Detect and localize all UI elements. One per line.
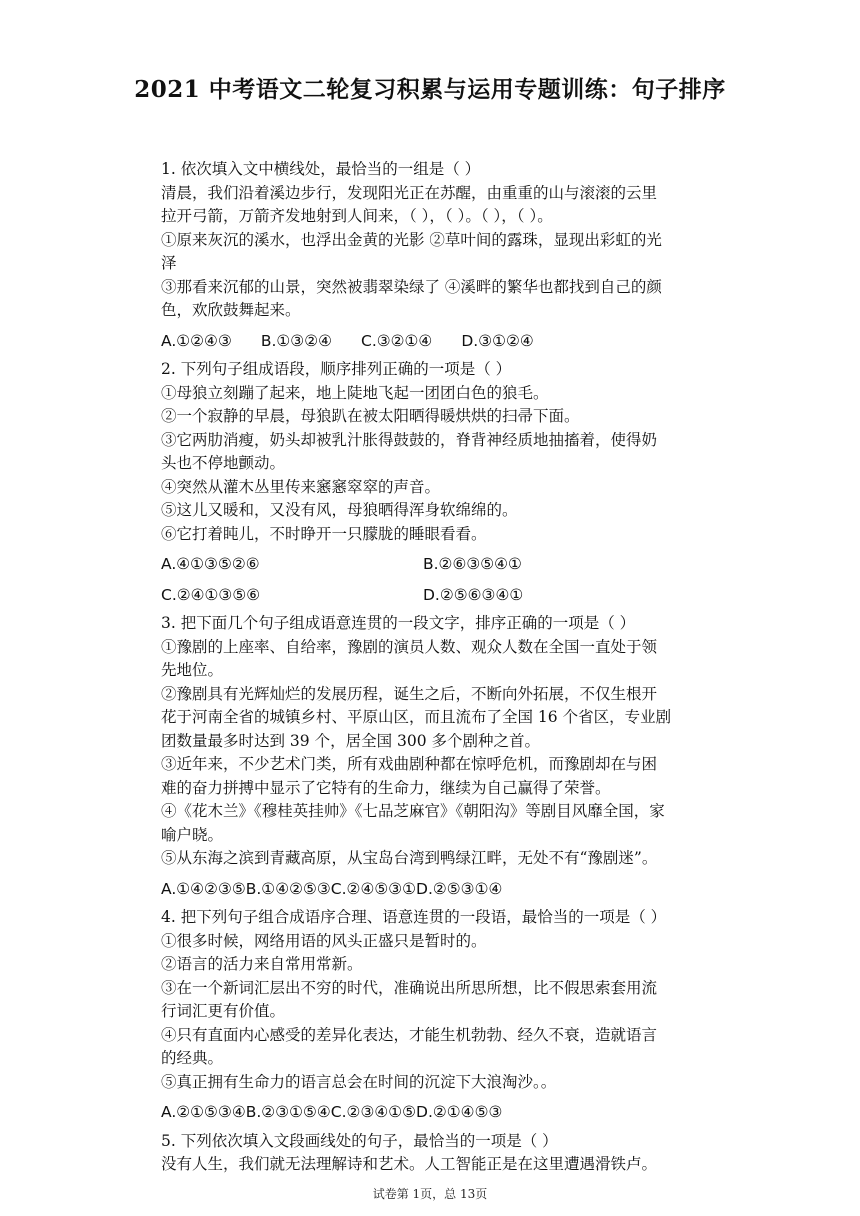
option-b[interactable]: B.②⑥③⑤④① <box>423 555 522 573</box>
question-3-stem: 3. 把下面几个句子组成语意连贯的一段文字，排序正确的一项是（ ） <box>161 614 636 632</box>
question-2-text-line: ⑥它打着盹儿，不时睁开一只朦胧的睡眼看看。 <box>161 524 487 543</box>
question-4-text-line: ⑤真正拥有生命力的语言总会在时间的沉淀下大浪淘沙。。 <box>161 1072 557 1091</box>
option-d[interactable]: D.②⑤⑥③④① <box>423 585 524 604</box>
question-3-text-line: ③近年来，不少艺术门类，所有戏曲剧种都在惊呼危机，而豫剧却在与困 <box>161 755 658 773</box>
question-2-text-line: ③它两肋消瘦，奶头却被乳汁胀得鼓鼓的，脊背神经质地抽搐着，使得奶 <box>161 430 658 449</box>
question-4-text-line: ②语言的活力来自常用常新。 <box>161 955 363 973</box>
option-a[interactable]: A.④①③⑤②⑥ <box>161 555 260 573</box>
option-a[interactable]: A.①②④③ <box>161 331 232 350</box>
question-4-text-line: 行词汇更有价值。 <box>161 1002 286 1020</box>
option-a[interactable]: A.①④②③⑤ <box>161 879 246 898</box>
question-list <box>161 158 741 1177</box>
option-c[interactable]: C.②③④①⑤ <box>330 1103 417 1121</box>
option-b[interactable]: B.②③①⑤④ <box>245 1103 331 1121</box>
question-3-text-line: ④《花木兰》《穆桂英挂帅》《七品芝麻官》《朝阳沟》等剧目风靡全国，家 <box>161 802 665 820</box>
question-2-text-line: ④突然从灌木丛里传来窸窸窣窣的声音。 <box>161 477 441 496</box>
question-5 <box>161 1130 741 1177</box>
question-1 <box>161 158 741 353</box>
question-3-text-line: 花于河南全省的城镇乡村、平原山区，而且流布了全国 16 个省区，专业剧 <box>161 708 672 726</box>
question-3-text-line: 难的奋力拼搏中显示了它特有的生命力，继续为自己赢得了荣誉。 <box>161 778 611 797</box>
question-4-text-line: ①很多时候，网络用语的风头正盛只是暂时的。 <box>161 931 487 950</box>
question-4-options <box>161 1101 741 1125</box>
option-c[interactable]: C.③②①④ <box>361 331 433 350</box>
question-3 <box>161 612 741 901</box>
option-a[interactable]: A.②①⑤③④ <box>161 1103 246 1121</box>
question-2-stem: 2. 下列句子组成语段，顺序排列正确的一项是（ ） <box>161 360 512 378</box>
question-1-text-line: ①原来灰沉的溪水，也浮出金黄的光影 ②草叶间的露珠，显现出彩虹的光 <box>161 230 662 249</box>
question-2-text-line: 头也不停地颤动。 <box>161 454 286 472</box>
question-4-text-line: 的经典。 <box>161 1049 224 1067</box>
question-2-options-row-1 <box>161 553 741 577</box>
question-5-text-line: 没有人生，我们就无法理解诗和艺术。人工智能正是在这里遭遇滑铁卢。 <box>161 1155 658 1173</box>
question-3-text-line: ②豫剧具有光辉灿烂的发展历程，诞生之后，不断向外拓展，不仅生根开 <box>161 684 658 703</box>
question-4 <box>161 906 741 1125</box>
question-1-text-line: ③那看来沉郁的山景，突然被翡翠染绿了 ④溪畔的繁华也都找到自己的颜 <box>161 277 662 296</box>
option-d[interactable]: D.③①②④ <box>461 331 534 350</box>
option-c[interactable]: C.②④①③⑤⑥ <box>161 585 261 604</box>
question-3-options <box>161 878 741 902</box>
page-footer: 试卷第 1页，总 13页 <box>372 1187 488 1201</box>
question-2-options-row-2 <box>161 584 741 608</box>
question-1-options <box>161 330 741 354</box>
question-5-stem: 5. 下列依次填入文段画线处的句子，最恰当的一项是（ ） <box>161 1131 558 1150</box>
question-4-text-line: ④只有直面内心感受的差异化表达，才能生机勃勃、经久不衰，造就语言 <box>161 1025 658 1044</box>
option-b[interactable]: B.①④②⑤③ <box>245 879 331 898</box>
question-2-text-line: ⑤这儿又暖和，又没有风，母狼晒得浑身软绵绵的。 <box>161 501 518 519</box>
question-1-text-line: 清晨，我们沿着溪边步行，发现阳光正在苏醒，由重重的山与滚滚的云里 <box>161 183 658 202</box>
question-4-text-line: ③在一个新词汇层出不穷的时代，准确说出所思所想，比不假思索套用流 <box>161 978 658 997</box>
option-d[interactable]: D.②①④⑤③ <box>416 1103 503 1121</box>
question-3-text-line: ⑤从东海之滨到青藏高原，从宝岛台湾到鸭绿江畔，无处不有“豫剧迷”。 <box>161 849 658 867</box>
question-1-text-line: 泽 <box>161 254 177 272</box>
option-b[interactable]: B.①③②④ <box>260 331 332 350</box>
question-2-text-line: ②一个寂静的早晨，母狼趴在被太阳晒得暖烘烘的扫帚下面。 <box>161 407 580 425</box>
question-2 <box>161 358 741 607</box>
page-title: 2021 中考语文二轮复习积累与运用专题训练：句子排序 <box>134 76 726 103</box>
question-1-stem: 1. 依次填入文中横线处，最恰当的一组是（ ） <box>161 160 481 178</box>
option-d[interactable]: D.②⑤③①④ <box>416 879 503 898</box>
question-4-stem: 4. 把下列句子组合成语序合理、语意连贯的一段语，最恰当的一项是（ ） <box>161 908 667 926</box>
question-1-text-line: 色，欢欣鼓舞起来。 <box>161 301 301 319</box>
option-c[interactable]: C.②④⑤③① <box>330 879 417 898</box>
question-3-text-line: 先地位。 <box>161 661 224 679</box>
question-3-text-line: 团数量最多时达到 39 个，居全国 300 多个剧种之首。 <box>161 731 541 750</box>
question-3-text-line: ①豫剧的上座率、自给率，豫剧的演员人数、观众人数在全国一直处于领 <box>161 637 658 656</box>
question-2-text-line: ①母狼立刻蹦了起来，地上陡地飞起一团团白色的狼毛。 <box>161 383 549 402</box>
question-3-text-line: 喻户晓。 <box>161 825 224 844</box>
question-1-text-line: 拉开弓箭，万箭齐发地射到人间来，（ ），（ ）。（ ），（ ）。 <box>161 207 553 225</box>
